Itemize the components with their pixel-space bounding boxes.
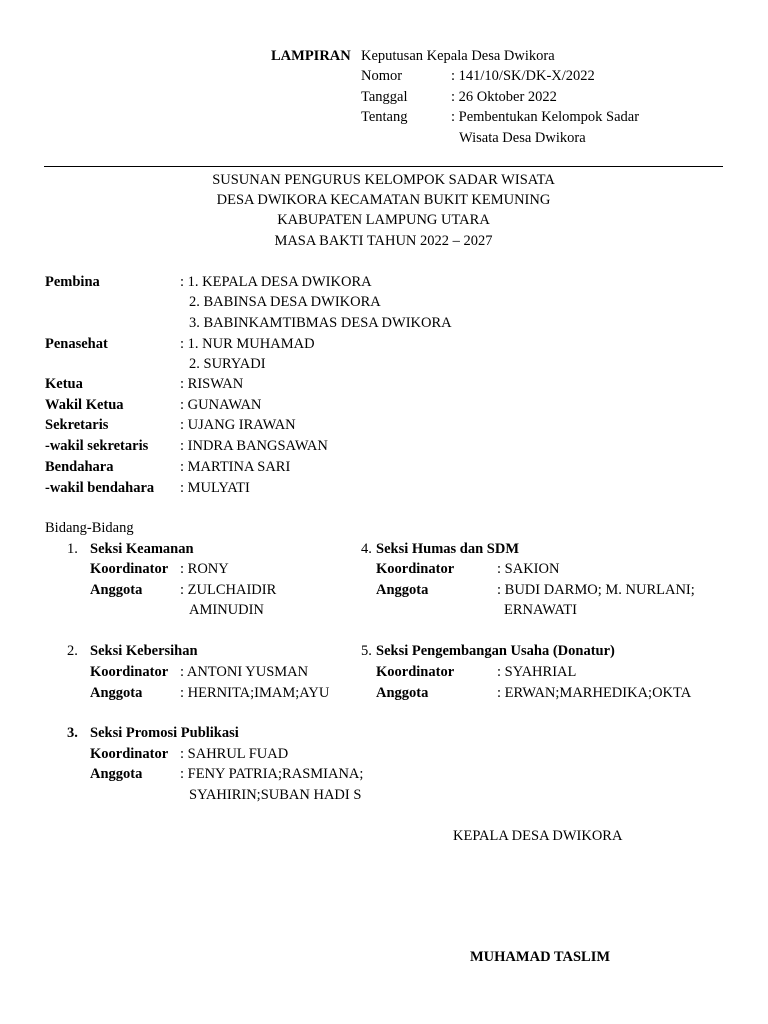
role-pembina: Pembina [45,274,100,290]
tentang-value-line2: Wisata Desa Dwikora [459,130,586,146]
seksi-number: 5. [361,643,372,659]
anggota-label: Anggota [90,766,143,782]
seksi-name: Seksi Humas dan SDM [376,541,520,557]
koordinator-label: Koordinator [376,664,455,680]
anggota-value-1: : BUDI DARMO; M. NURLANI; [497,582,695,598]
seksi-number: 4. [361,541,372,557]
anggota-value-1: : HERNITA;IMAM;AYU [180,685,330,701]
anggota-value-1: : FENY PATRIA;RASMIANA; [180,766,364,782]
lampiran-title: Keputusan Kepala Desa Dwikora [361,48,555,64]
sekretaris-name: : UJANG IRAWAN [180,417,296,433]
bendahara-name: : MARTINA SARI [180,459,291,475]
seksi-name: Seksi Keamanan [90,541,194,557]
role-ketua: Ketua [45,376,83,392]
seksi-number: 2. [67,643,78,659]
anggota-value-1: : ZULCHAIDIR [180,582,277,598]
wakil-sekretaris-name: : INDRA BANGSAWAN [180,438,328,454]
header-divider [44,166,723,167]
koordinator-value: : RONY [180,561,229,577]
koordinator-value: : SAHRUL FUAD [180,746,289,762]
koordinator-value: : ANTONI YUSMAN [180,664,309,680]
anggota-value-1: : ERWAN;MARHEDIKA;OKTA [497,685,692,701]
koordinator-value: : SYAHRIAL [497,664,577,680]
wakil-bendahara-name: : MULYATI [180,480,250,496]
role-bendahara: Bendahara [45,459,114,475]
anggota-label: Anggota [376,685,429,701]
signature-title: KEPALA DESA DWIKORA [453,828,623,844]
heading-line-2: DESA DWIKORA KECAMATAN BUKIT KEMUNING [216,192,551,208]
role-wakil-sekretaris: -wakil sekretaris [45,438,149,454]
koordinator-label: Koordinator [90,664,169,680]
penasehat-name-2: 2. SURYADI [189,356,266,372]
ketua-name: : RISWAN [180,376,244,392]
seksi-name: Seksi Promosi Publikasi [90,725,239,741]
anggota-value-2: ERNAWATI [504,602,577,618]
penasehat-name-1: : 1. NUR MUHAMAD [180,336,315,352]
pembina-name-1: : 1. KEPALA DESA DWIKORA [180,274,372,290]
seksi-name: Seksi Pengembangan Usaha (Donatur) [376,643,615,659]
role-wakil-ketua: Wakil Ketua [45,397,124,413]
seksi-number: 1. [67,541,78,557]
anggota-label: Anggota [376,582,429,598]
role-sekretaris: Sekretaris [45,417,109,433]
tentang-value: : Pembentukan Kelompok Sadar [451,109,640,125]
seksi-name: Seksi Kebersihan [90,643,198,659]
heading-line-1: SUSUNAN PENGURUS KELOMPOK SADAR WISATA [212,172,555,188]
pembina-name-3: 3. BABINKAMTIBMAS DESA DWIKORA [189,315,452,331]
lampiran-label: LAMPIRAN [271,48,351,64]
heading-line-3: KABUPATEN LAMPUNG UTARA [277,212,490,228]
koordinator-value: : SAKION [497,561,560,577]
koordinator-label: Koordinator [376,561,455,577]
nomor-label: Nomor [361,68,403,84]
bidang-title: Bidang-Bidang [45,520,134,536]
seksi-number: 3. [67,725,78,741]
anggota-value-2: AMINUDIN [189,602,264,618]
anggota-label: Anggota [90,582,143,598]
tentang-label: Tentang [361,109,408,125]
tanggal-label: Tanggal [361,89,408,105]
pembina-name-2: 2. BABINSA DESA DWIKORA [189,294,381,310]
anggota-label: Anggota [90,685,143,701]
heading-line-4: MASA BAKTI TAHUN 2022 – 2027 [274,233,493,249]
wakil-ketua-name: : GUNAWAN [180,397,262,413]
tanggal-value: : 26 Oktober 2022 [451,89,557,105]
signature-name: MUHAMAD TASLIM [470,949,611,965]
role-wakil-bendahara: -wakil bendahara [45,480,155,496]
koordinator-label: Koordinator [90,561,169,577]
koordinator-label: Koordinator [90,746,169,762]
anggota-value-2: SYAHIRIN;SUBAN HADI S [189,787,362,803]
role-penasehat: Penasehat [45,336,108,352]
nomor-value: : 141/10/SK/DK-X/2022 [451,68,595,84]
